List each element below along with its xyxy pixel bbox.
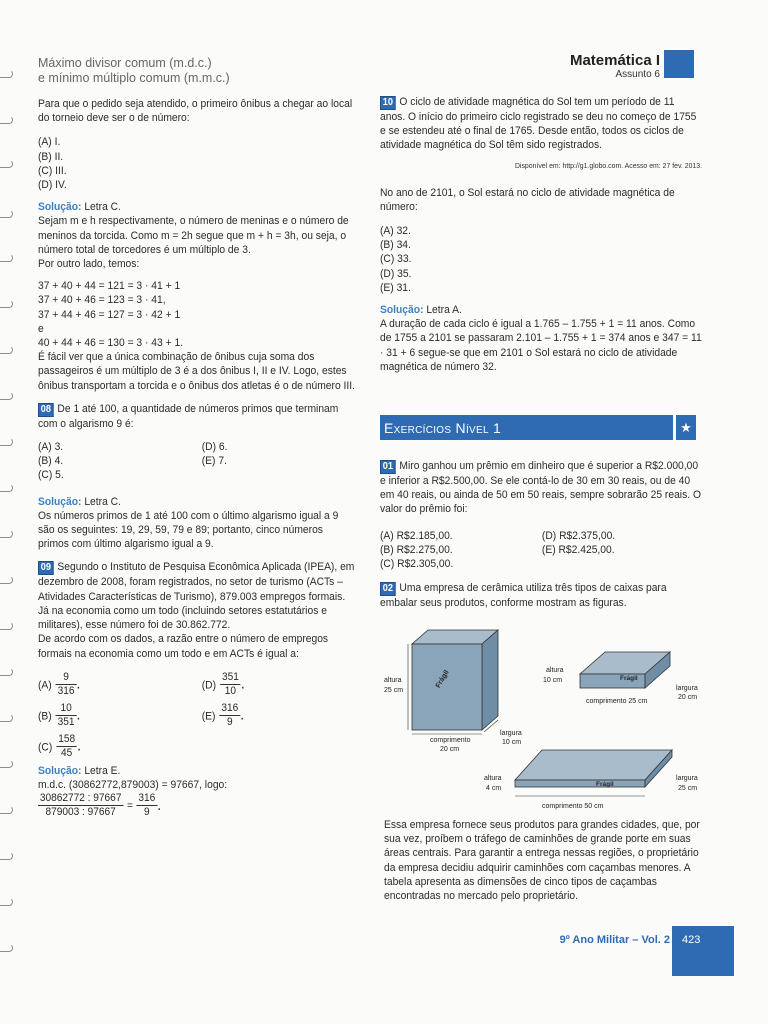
q7-option-c: (C) III. — [38, 164, 67, 177]
box-2-length-label: comprimento 25 cm — [586, 698, 648, 705]
q9-solution-fraction: $\frac{30862772 : 97667}{879003 : 97667}$ — [39, 792, 122, 819]
q7-equation-4: 40 + 44 + 46 = 130 = 3 · 43 + 1. — [38, 337, 184, 350]
q7-solution-text3: É fácil ver que a única combinação de ônibus cuja soma dos passageiros é um múltiplo de 3 é a dos ônibus I, II e IV. Logo, estes ônibus transportam a torcida e o ônibus dos atletas é o de número III. — [38, 351, 355, 392]
q8-option-b: (B) 4. — [38, 455, 64, 468]
box-2-height-label: altura — [546, 667, 564, 674]
q9-option-a-fraction: $\frac{9}{316}$ — [57, 670, 75, 697]
e1-number-badge: 01 — [380, 460, 396, 474]
q9-solution-line: m.d.c. (30862772,879003) = 97667, logo: — [38, 778, 228, 791]
q7-option-d: (D) IV. — [38, 179, 67, 192]
section-title: Exercícios Nível 1 — [384, 419, 502, 436]
e2-number-badge: 02 — [380, 582, 396, 596]
box-2-width-label: largura — [676, 685, 698, 692]
q7-solution-answer: Letra C. — [84, 201, 121, 214]
q7-equation-and: e — [38, 322, 44, 335]
box-2-fragile-label: Frágil — [620, 675, 638, 682]
left-column: Para que o pedido seja atendido, o primeiro ônibus a chegar ao local do torneio deve ser o de número: (A) I. (B) II. (C) III. (D) IV. Solução: Letra C. Sejam m e h respectivamente, o número de meninas e o número de meninos da torcida. Como m = 2h segue que m + h = 3h, ou seja, o número total de torcedores é um múltiplo de 3. Por outro lado, temos: 37 + 40 + 44 = 121 = 3 · 41 + 1 37 + 40 + 46 = 123 = 3 · 41, 37 + 44 + 46 = 127 = 3 · 42 + 1 e 40 + 44 + 46 = 130 = 3 · 43 + 1. É fácil ver que a única combinação de ônibus cuja soma dos passageiros é um múltiplo de 3 é a dos ônibus I, II e IV. Logo, estes ônibus transportam a torcida e o ônibus dos atletas é o de número III. 08 De 1 até 100, a quantidade de números primos que terminam com o algarismo 9 é: (A) 3. (B) 4. (C) 5. (D) 6. (E) 7. Solução: Letra C. Os números primos de 1 até 100 com o último algarismo igual a 9 são os seguintes: 19, 29, 59, 79 e 89; portanto, cinco números primos com último algarismo igual a 9. 09 Segundo o Instituto de Pesquisa Econômica Aplicada (IPEA), em dezembro de 2008, foram registrados, no setor de turismo (ACTs – Atividades Características de Turismo), 879.003 empregos formais. Já na economia como um todo (incluindo setores estatutários e militares), esse número foi de 30.862.772. De acordo com os dados, a razão entre o número de empregos formais na economia como um todo e em ACTs é igual a: (A) $\frac{9}{316}$ . (B) $\frac{10}{351}$ . (C) $\frac{158}{45}$ . (D) $\frac{351}{10}$ . (E) $\frac{316}{9}$ . Solução: Letra E. m.d.c. (30862772,879003) = 97667, logo: $\frac{30862772 : 97667}{879003 : 97667}$ = $\frac{316}{9}$ . — [38, 98, 355, 819]
q10-solution-text: A duração de cada ciclo é igual a 1.765 – 1.755 + 1 = 11 anos. Como de 1755 a 2101 se passaram 2.101 – 1.755 + 1 = 374 anos e 347 = 11 · 31 + 6 segue-se que em 2101 o Sol estará no ciclo de atividade magnética de número 32. — [380, 318, 702, 373]
e1-option-a: (A) R$2.185,00. — [380, 529, 453, 542]
box-1-fragile-label: Frágil — [434, 669, 451, 690]
e2-continuation — [384, 818, 702, 903]
q10-option-a: (A) 32. — [380, 225, 411, 238]
q9-text: Segundo o Instituto de Pesquisa Econômica Aplicada (IPEA), em dezembro de 2008, foram registrados, no setor de turismo (ACTs – Atividades Características de Turismo), 879.003 empregos formais. Já na economia como um todo (incluindo setores estatutários e militares), esse número foi de 30.862.772. — [38, 561, 355, 632]
q9-option-e-label: (E) — [201, 710, 216, 723]
q7-equation-3: 37 + 44 + 46 = 127 = 3 · 42 + 1 — [38, 308, 181, 321]
q9-option-a-label: (A) — [38, 679, 52, 692]
q9-solution-label: Solução: — [38, 764, 82, 777]
q8-text: De 1 até 100, a quantidade de números primos que terminam com o algarismo 9 é: — [38, 402, 339, 430]
exercises-column — [380, 459, 702, 610]
q9-number-badge: 09 — [38, 561, 54, 575]
q7-option-b: (B) II. — [38, 150, 64, 163]
box-2-width-value: 20 cm — [678, 694, 698, 701]
e1-option-b: (B) R$2.275,00. — [380, 543, 453, 556]
q9-option-e-fraction: $\frac{316}{9}$ — [221, 701, 239, 728]
right-column — [380, 95, 702, 374]
section-banner — [380, 415, 696, 440]
box-1-length-value: 20 cm — [440, 746, 460, 753]
intro-text: Para que o pedido seja atendido, o primeiro ônibus a chegar ao local do torneio deve ser o de número: — [38, 98, 353, 125]
box-1-height-value: 25 cm — [384, 687, 404, 694]
q9-option-d-label: (D) — [201, 679, 217, 692]
page-number-block — [672, 926, 734, 976]
q9-solution-answer: Letra E. — [84, 764, 121, 777]
box-1 — [384, 630, 522, 753]
box-1-width-value: 10 cm — [502, 739, 522, 746]
page-number: 423 — [682, 934, 701, 946]
header-color-block — [664, 50, 694, 78]
e1-option-c: (C) R$2.305,00. — [380, 558, 454, 571]
q10-question: No ano de 2101, o Sol estará no ciclo de atividade magnética de número: — [380, 186, 675, 213]
q8-option-c: (C) 5. — [38, 469, 64, 482]
q8-option-d: (D) 6. — [201, 441, 228, 454]
q10-option-e: (E) 31. — [380, 281, 411, 294]
q10-option-d: (D) 35. — [380, 267, 412, 280]
q7-solution-text2: Por outro lado, temos: — [38, 258, 140, 271]
e1-option-e: (E) R$2.425,00. — [541, 543, 615, 556]
box-3-height-label: altura — [484, 775, 502, 782]
footer-volume: 9º Ano Militar – Vol. 2 — [559, 934, 670, 946]
header-left — [38, 56, 338, 86]
q8-option-e: (E) 7. — [201, 455, 227, 468]
box-2-height-value: 10 cm — [543, 677, 563, 684]
q9-option-c-fraction: $\frac{158}{45}$ — [58, 732, 76, 759]
q10-solution-answer: Letra A. — [426, 304, 462, 317]
subject-title: Matemática I — [569, 52, 660, 69]
q9-text2: De acordo com os dados, a razão entre o número de empregos formais na economia como um todo e em ACTs é igual a: — [38, 633, 329, 660]
box-3-width-label: largura — [676, 775, 698, 782]
box-3-width-value: 25 cm — [678, 785, 698, 792]
box-3-height-value: 4 cm — [486, 785, 502, 792]
chapter-title-line2: e mínimo múltiplo comum (m.m.c.) — [38, 71, 230, 85]
box-3-length-label: comprimento 50 cm — [542, 803, 604, 810]
chapter-title-line1: Máximo divisor comum (m.d.c.) — [38, 56, 212, 70]
e1-option-d: (D) R$2.375,00. — [541, 529, 616, 542]
q10-text: O ciclo de atividade magnética do Sol tem um período de 11 anos. O início do primeiro ciclo registrado se deu no começo de 1755 e se estendeu até o final de 1765. Desde então, todos os ciclos de atividade magnética do Sol têm sido registrados. — [380, 96, 697, 152]
q10-number-badge: 10 — [380, 96, 396, 110]
boxes-figure — [380, 624, 710, 814]
q8-solution-label: Solução: — [38, 495, 82, 508]
q10-option-c: (C) 33. — [380, 253, 412, 266]
q9-option-b-label: (B) — [38, 710, 52, 723]
q8-solution-text: Os números primos de 1 até 100 com o último algarismo igual a 9 são os seguintes: 19, 29, 59, 79 e 89; portanto, cinco números primos com último algarismo igual a 9. — [38, 509, 339, 551]
q7-equation-1: 37 + 40 + 44 = 121 = 3 · 41 + 1 — [38, 280, 181, 293]
q10-solution-label: Solução: — [380, 304, 424, 317]
q7-option-a: (A) I. — [38, 136, 61, 149]
q8-solution-answer: Letra C. — [84, 495, 121, 508]
header-right — [520, 52, 660, 80]
topic-label: Assunto 6 — [615, 69, 660, 80]
star-icon: ★ — [676, 415, 696, 440]
e2-text: Uma empresa de cerâmica utiliza três tipos de caixas para embalar seus produtos, conforme mostram as figuras. — [380, 582, 667, 610]
q7-solution-text: Sejam m e h respectivamente, o número de meninas e o número de meninos da torcida. Como m = 2h segue que m + h = 3h, ou seja, o número total de torcedores é um múltiplo de 3. — [38, 215, 349, 256]
box-1-length-label: comprimento — [430, 737, 471, 744]
q8-number-badge: 08 — [38, 403, 54, 417]
q7-equation-2: 37 + 40 + 46 = 123 = 3 · 41, — [38, 294, 166, 307]
q7-solution-label: Solução: — [38, 201, 82, 214]
q10-option-b: (B) 34. — [380, 239, 411, 252]
q10-source: Disponível em: http://g1.globo.com. Acesso em: 27 fev. 2013. — [514, 160, 702, 170]
box-1-height-label: altura — [384, 677, 402, 684]
e2-text2: Essa empresa fornece seus produtos para grandes cidades, que, por sua vez, proíbem o tráfego de caminhões de grande porte em suas áreas centrais. Para garantir a entrega nessas regiões, o proprietário da empresa decidiu adquirir caminhões com caçambas menores. A tabela apresenta as dimensões de cinco tipos de caçambas encontradas no mercado pelo proprietário. — [384, 819, 700, 903]
box-3 — [484, 750, 698, 810]
q9-solution-result: $\frac{316}{9}$ — [138, 792, 156, 819]
box-2 — [543, 652, 698, 705]
e1-text: Miro ganhou um prêmio em dinheiro que é superior a R$2.000,00 e inferior a R$2.500,00. Se ele contá-lo de 30 em 30 reais, ou de 40 em 40 reais, ou ainda de 50 em 50 reais, sempre sobrarão 25 reais. O valor do prêmio foi: — [380, 460, 701, 516]
q8-option-a: (A) 3. — [38, 441, 64, 454]
q9-option-b-fraction: $\frac{10}{351}$ — [57, 701, 75, 728]
q9-option-c-label: (C) — [38, 741, 53, 754]
box-3-fragile-label: Frágil — [596, 781, 614, 788]
box-1-width-label: largura — [500, 730, 522, 737]
q9-option-d-fraction: $\frac{351}{10}$ — [221, 670, 239, 697]
